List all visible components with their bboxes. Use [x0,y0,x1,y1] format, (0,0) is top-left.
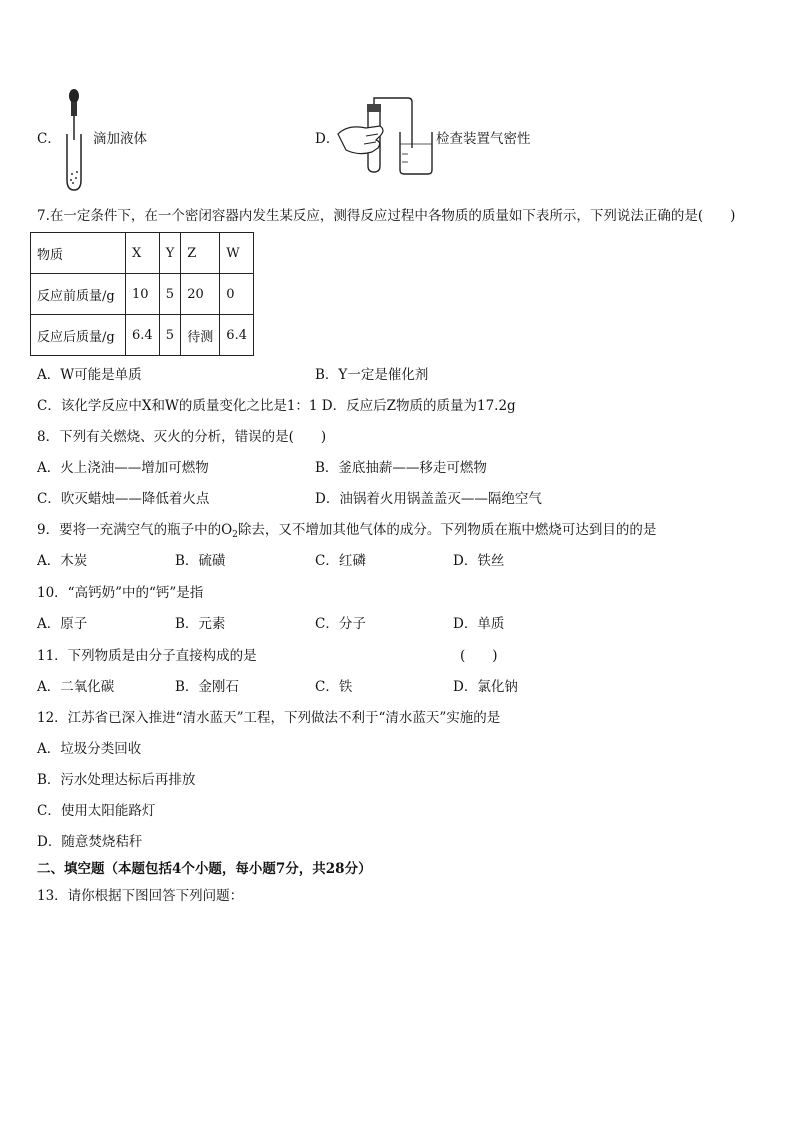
question-7-option-a: A．W可能是单质 [37,367,142,383]
option-c-letter: C． [37,131,61,147]
table-row [31,274,254,315]
table-cell: 反应前质量/g [31,274,126,315]
table-cell: X [126,233,160,274]
question-10-option-c: C．分子 [315,616,366,632]
table-cell: 物质 [31,233,126,274]
table-header-row [31,233,254,274]
question-10-option-d: D．单质 [453,616,505,632]
mass-data-table [30,232,254,356]
question-12-option-c: C．使用太阳能路灯 [37,803,156,819]
table-cell: W [220,233,254,274]
question-7-option-b: B．Y一定是催化剂 [315,367,429,383]
question-11-option-c: C．铁 [315,679,353,695]
table-cell: Y [159,233,181,274]
question-12-option-b: B．污水处理达标后再排放 [37,772,196,788]
question-7-stem: 7.在一定条件下，在一个密闭容器内发生某反应，测得反应过程中各物质的质量如下表所示，下列说法正确的是( ) [37,208,736,224]
table-cell: 反应后质量/g [31,315,126,356]
question-12-option-a: A．垃圾分类回收 [37,741,142,757]
question-12-stem: 12．江苏省已深入推进“清水蓝天”工程，下列做法不利于“清水蓝天”实施的是 [37,710,501,726]
table-cell: 6.4 [220,315,254,356]
question-11-option-d: D．氯化钠 [453,679,518,695]
question-9-option-a: A．木炭 [37,553,88,569]
option-d-letter: D． [315,131,340,147]
question-8-option-a: A．火上浇油——增加可燃物 [37,460,209,476]
table-cell: 10 [126,274,160,315]
table-cell: 20 [181,274,220,315]
table-cell: 0 [220,274,254,315]
question-10-option-a: A．原子 [37,616,88,632]
table-cell: 5 [159,315,181,356]
question-11-option-a: A．二氧化碳 [37,679,115,695]
option-c-text: 滴加液体 [93,131,147,147]
question-11-option-b: B．金刚石 [175,679,239,695]
dropper-test-tube-illustration [62,88,86,192]
option-d-text: 检查装置气密性 [436,131,531,147]
question-9-subscript: 2 [232,530,238,540]
table-cell: 5 [159,274,181,315]
question-8-stem: 8．下列有关燃烧、灭火的分析，错误的是( ) [37,429,327,445]
question-12-option-d: D．随意焚烧秸秆 [37,834,143,850]
table-cell: Z [181,233,220,274]
question-11-stem: 11．下列物质是由分子直接构成的是 [37,648,257,664]
question-9-stem [37,521,656,544]
question-9-option-d: D．铁丝 [453,553,505,569]
question-8-option-b: B．釜底抽薪——移走可燃物 [315,460,487,476]
question-8-option-c: C．吹灭蜡烛——降低着火点 [37,491,210,507]
question-9-stem-before: 9．要将一充满空气的瓶子中的O [37,522,233,538]
question-11-answer-blank: ( ) [460,648,498,664]
table-cell: 6.4 [126,315,160,356]
question-9-stem-after: 除去，又不增加其他气体的成分。下列物质在瓶中燃烧可达到目的的是 [237,522,657,538]
question-9-option-c: C．红磷 [315,553,366,569]
table-row [31,315,254,356]
question-10-option-b: B．元素 [175,616,226,632]
question-7-option-c-d: C．该化学反应中X和W的质量变化之比是1：1 D．反应后Z物质的质量为17.2g [37,398,516,414]
section-2-heading: 二、填空题（本题包括4个小题，每小题7分，共28分） [37,861,372,877]
table-cell: 待测 [181,315,220,356]
question-8-option-d: D．油锅着火用锅盖盖灭——隔绝空气 [315,491,542,507]
question-9-option-b: B．硫磺 [175,553,226,569]
airtightness-check-illustration [336,96,434,176]
question-13-stem: 13．请你根据下图回答下列问题： [37,888,244,904]
question-10-stem: 10．“高钙奶”中的“钙”是指 [37,585,204,601]
